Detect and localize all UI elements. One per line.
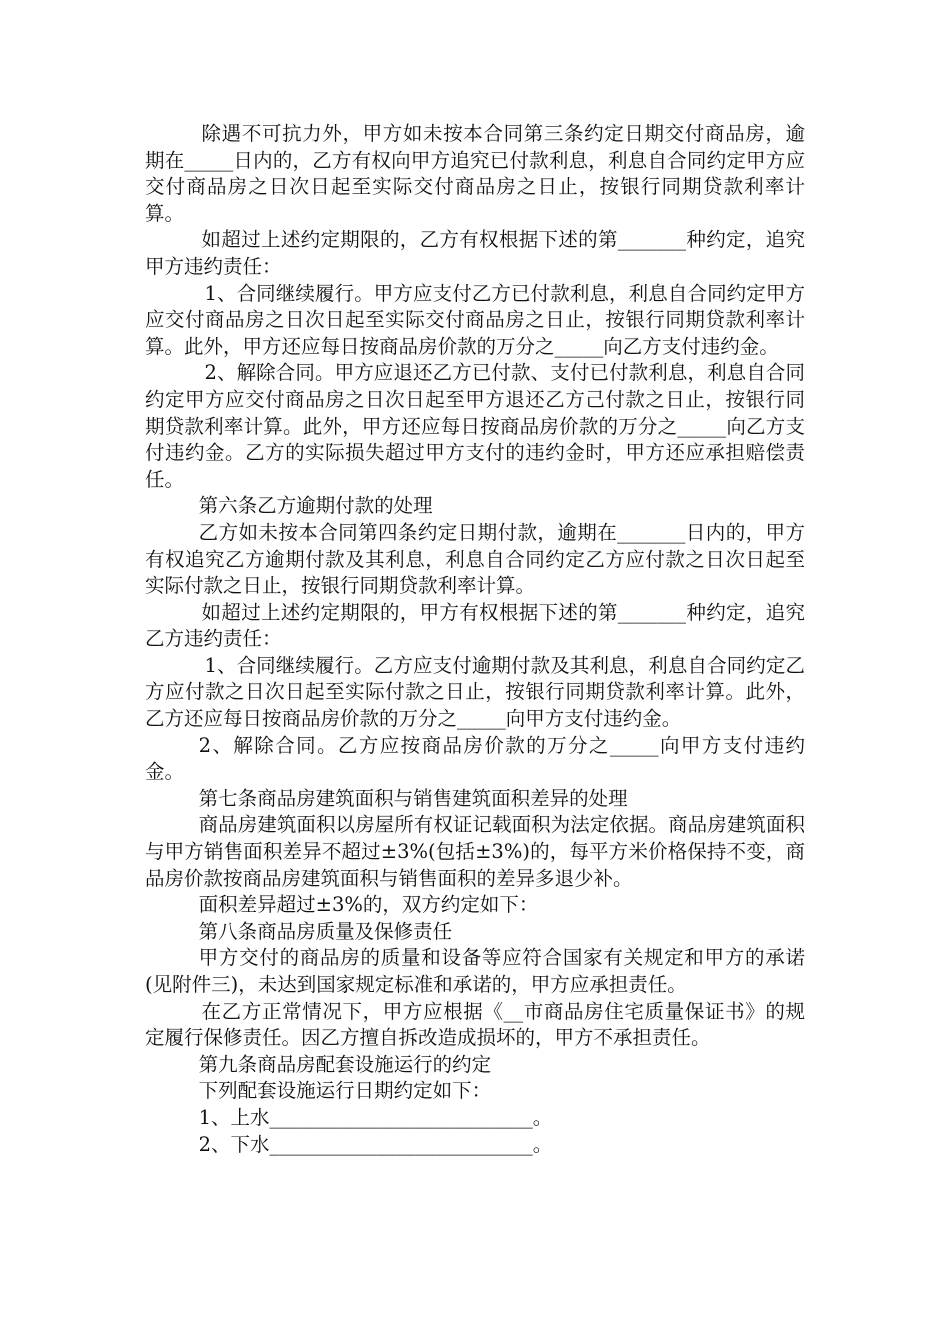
paragraph-buyer-terminate-contract: 2、解除合同。乙方应按商品房价款的万分之_____向甲方支付违约金。 xyxy=(145,733,805,784)
paragraph-seller-liability-option: 如超过上述约定期限的，乙方有权根据下述的第_______种约定，追究甲方违约责任： xyxy=(145,228,805,278)
paragraph-buyer-liability-option: 如超过上述约定期限的，甲方有权根据下述的第_______种约定，追究乙方违约责任： xyxy=(145,600,805,651)
paragraph-quality-standard: 甲方交付的商品房的质量和设备等应符合国家有关规定和甲方的承诺(见附件三)，未达到国家规定标准和承诺的，甲方应承担责任。 xyxy=(145,946,805,996)
paragraph-seller-continue-contract: 1、合同继续履行。甲方应支付乙方已付款利息，利息自合同约定甲方应交付商品房之日次日起至实际交付商品房之日止，按银行同期贷款利率计算。此外，甲方还应每日按商品房价款的万分之_____向乙方支付违约金。 xyxy=(145,281,805,358)
heading-article-8: 第八条商品房质量及保修责任 xyxy=(198,919,453,943)
paragraph-area-difference: 面积差异超过±3%的，双方约定如下： xyxy=(198,893,539,917)
paragraph-seller-terminate-contract: 2、解除合同。甲方应退还乙方已付款、支付已付款利息，利息自合同约定甲方应交付商品房之日次日起至甲方退还乙方己付款之日止，按银行同期贷款利率计算。此外，甲方还应每日按商品房价款的万分之_____向乙方支付违约金。乙方的实际损失超过甲方支付的违约金时，甲方还应承担赔偿责任。 xyxy=(145,361,805,491)
paragraph-buyer-continue-contract: 1、合同继续履行。乙方应支付逾期付款及其利息，利息自合同约定乙方应付款之日次日起至实际付款之日止，按银行同期贷款利率计算。此外，乙方还应每日按商品房价款的万分之_____向甲方支付违约金。 xyxy=(145,653,805,731)
list-item-drainage: 2、下水___________________________。 xyxy=(198,1132,553,1156)
heading-article-7: 第七条商品房建筑面积与销售建筑面积差异的处理 xyxy=(198,786,628,810)
paragraph-facilities-intro: 下列配套设施运行日期约定如下： xyxy=(198,1079,492,1103)
document-body xyxy=(145,121,805,1158)
heading-article-9: 第九条商品房配套设施运行的约定 xyxy=(198,1052,492,1076)
paragraph-area-basis: 商品房建筑面积以房屋所有权证记载面积为法定依据。商品房建筑面积与甲方销售面积差异不超过±3%(包括±3%)的，每平方米价格保持不变，商品房价款按商品房建筑面积与销售面积的差异多退少补。 xyxy=(145,813,805,890)
paragraph-buyer-late-payment: 乙方如未按本合同第四条约定日期付款，逾期在_______日内的，甲方有权追究乙方逾期付款及其利息，利息自合同约定乙方应付款之日次日起至实际付款之日止，按银行同期贷款利率计算。 xyxy=(145,520,805,598)
paragraph-warranty: 在乙方正常情况下，甲方应根据《__市商品房住宅质量保证书》的规定履行保修责任。因乙方擅自拆改造成损坏的，甲方不承担责任。 xyxy=(145,999,805,1050)
list-item-water-supply: 1、上水___________________________。 xyxy=(198,1105,553,1129)
paragraph-force-majeure-delay: 除遇不可抗力外，甲方如未按本合同第三条约定日期交付商品房，逾期在_____日内的，乙方有权向甲方追究已付款利息，利息自合同约定甲方应交付商品房之日次日起至实际交付商品房之日止，按银行同期贷款利率计算。 xyxy=(145,122,805,225)
heading-article-6: 第六条乙方逾期付款的处理 xyxy=(198,494,433,518)
